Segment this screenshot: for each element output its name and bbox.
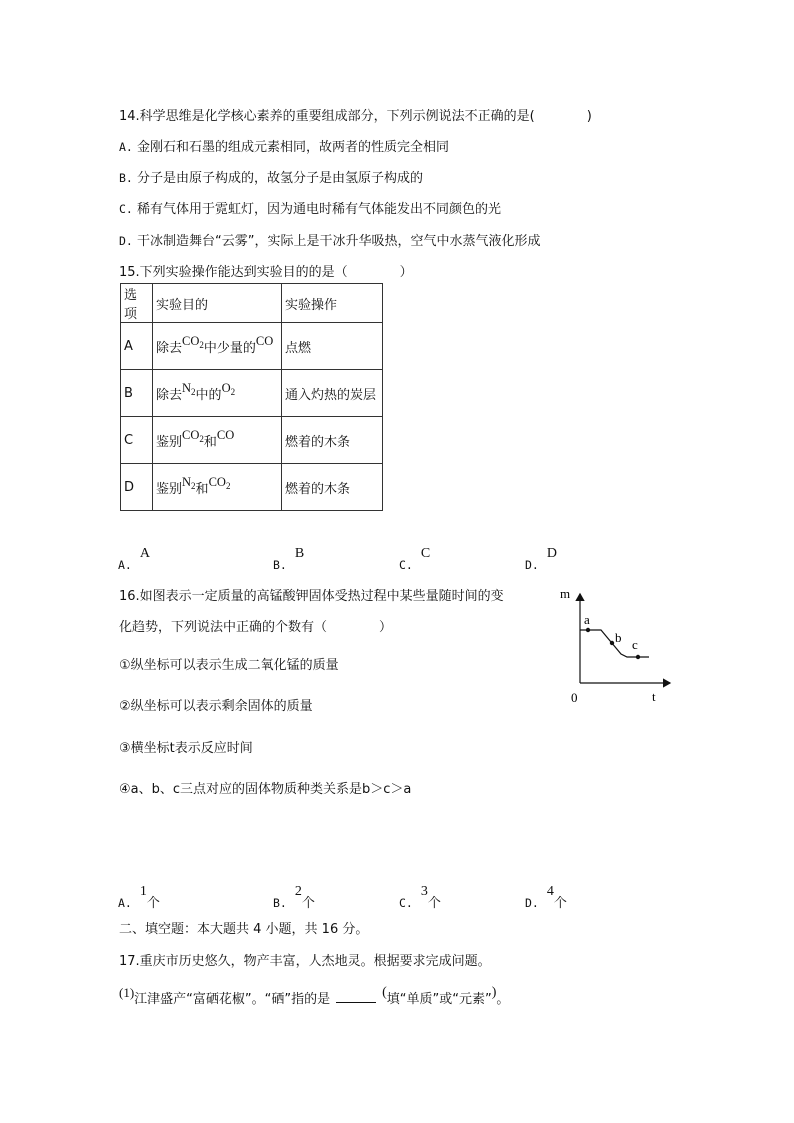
- q14-stem: 14.科学思维是化学核心素养的重要组成部分，下列示例说法不正确的是( ): [119, 109, 592, 124]
- q14-option-a: [119, 136, 449, 155]
- q14-option-d: [119, 230, 540, 249]
- y-axis-label: m: [560, 586, 571, 601]
- row-purpose: [153, 464, 282, 511]
- option-text: 金刚石和石墨的组成元素相同，故两者的性质完全相同: [137, 140, 450, 155]
- row-purpose: [153, 417, 282, 464]
- header-purpose: 实验目的: [153, 284, 282, 323]
- table-row: [121, 417, 383, 464]
- choice-value: 2: [294, 884, 302, 899]
- option-text: 分子是由原子构成的，故氢分子是由氢原子构成的: [137, 171, 424, 186]
- header-option: 选项: [121, 284, 153, 323]
- row-operation: 燃着的木条: [282, 417, 383, 464]
- table-row: [121, 323, 383, 370]
- choice-letter: A.: [118, 896, 132, 910]
- row-operation: 燃着的木条: [282, 464, 383, 511]
- choice-value: A: [139, 546, 150, 561]
- choice-letter: D.: [525, 558, 539, 572]
- q16-choice-b[interactable]: [273, 884, 315, 911]
- choice-unit: 个: [427, 896, 441, 911]
- purpose-verb: 除去: [156, 340, 183, 356]
- q16-mass-time-graph: [550, 580, 690, 710]
- answer-blank[interactable]: [336, 990, 376, 1003]
- purpose-verb: 鉴别: [156, 481, 183, 497]
- q16-statement-2: ②纵坐标可以表示剩余固体的质量: [119, 699, 313, 714]
- chem-formula-2: $O_2$: [221, 380, 236, 397]
- q14-option-c: [119, 198, 501, 217]
- chem-formula-2: CO: [255, 333, 274, 348]
- purpose-verb: 除去: [156, 387, 183, 403]
- option-letter: A.: [119, 140, 133, 154]
- q16-stem-line2: 化趋势，下列说法中正确的个数有（ ）: [119, 620, 393, 635]
- option-letter: B.: [119, 171, 133, 185]
- q15-answer-choices: [118, 546, 718, 580]
- point-c: [636, 655, 640, 659]
- option-letter: C.: [119, 202, 133, 216]
- point-b: [610, 641, 614, 645]
- q15-choice-b[interactable]: [273, 546, 305, 572]
- choice-letter: A.: [118, 558, 132, 572]
- choice-letter: B.: [273, 896, 287, 910]
- hint-text: 填“单质”或“元素”: [386, 992, 492, 1007]
- x-axis-label: t: [652, 689, 656, 704]
- choice-letter: B.: [273, 558, 287, 572]
- chem-formula-1: $CO_2$: [182, 427, 204, 444]
- chem-formula-2: $CO_2$: [208, 474, 231, 491]
- q16-answer-choices: [118, 884, 718, 914]
- option-text: 干冰制造舞台“云雾”，实际上是干冰升华吸热，空气中水蒸气液化形成: [137, 234, 541, 249]
- row-operation: 通入灼热的炭层: [282, 370, 383, 417]
- point-b-label: b: [615, 630, 622, 645]
- paren-open: (: [382, 985, 387, 1000]
- choice-letter: C.: [399, 896, 413, 910]
- q16-choice-a[interactable]: [118, 884, 160, 911]
- q16-statement-4: ④a、b、c三点对应的固体物质种类关系是b＞c＞a: [119, 782, 412, 797]
- choice-unit: 个: [553, 896, 567, 911]
- row-purpose: [153, 323, 282, 370]
- q16-stem-line1: 16.如图表示一定质量的高锰酸钾固体受热过程中某些量随时间的变: [119, 589, 504, 604]
- chem-formula-2: CO: [216, 427, 235, 442]
- choice-value: D: [546, 546, 557, 561]
- q15-experiment-table: [120, 283, 383, 511]
- choice-letter: C.: [399, 558, 413, 572]
- point-a: [586, 628, 590, 632]
- chem-formula-1: $N_2$: [182, 380, 196, 397]
- period: 。: [496, 992, 510, 1007]
- paren-close: ): [491, 985, 497, 1000]
- q15-choice-c[interactable]: [399, 546, 431, 572]
- row-option: D: [121, 464, 153, 511]
- row-option: C: [121, 417, 153, 464]
- q17-stem: 17.重庆市历史悠久，物产丰富，人杰地灵。根据要求完成问题。: [119, 954, 491, 969]
- q17-part1: [119, 985, 510, 1008]
- purpose-middle: 和: [203, 434, 217, 450]
- section-heading: 二、填空题：本大题共 4 小题，共 16 分。: [119, 922, 369, 937]
- q16-statement-1: ①纵坐标可以表示生成二氧化锰的质量: [119, 658, 339, 673]
- table-header-row: [121, 284, 383, 323]
- q15-choice-a[interactable]: [118, 546, 150, 572]
- q15-choice-d[interactable]: [525, 546, 557, 572]
- point-c-label: c: [632, 637, 638, 652]
- row-operation: 点燃: [282, 323, 383, 370]
- purpose-middle: 和: [195, 481, 209, 497]
- table-row: [121, 370, 383, 417]
- q14-option-b: [119, 167, 423, 186]
- choice-unit: 个: [301, 896, 315, 911]
- choice-value: 1: [139, 884, 147, 899]
- option-text: 稀有气体用于霓虹灯，因为通电时稀有气体能发出不同颜色的光: [137, 202, 502, 217]
- purpose-verb: 鉴别: [156, 434, 183, 450]
- part-text: 江津盛产“富硒花椒”。“硒”指的是: [134, 992, 331, 1007]
- chem-formula-1: $N_2$: [182, 474, 196, 491]
- part-number: (1): [119, 985, 135, 1000]
- q16-choice-d[interactable]: [525, 884, 567, 911]
- choice-value: B: [294, 546, 305, 561]
- choice-value: 4: [546, 884, 554, 899]
- choice-value: 3: [420, 884, 428, 899]
- q16-choice-c[interactable]: [399, 884, 441, 911]
- point-a-label: a: [584, 612, 590, 627]
- choice-value: C: [420, 546, 431, 561]
- choice-letter: D.: [525, 896, 539, 910]
- choice-unit: 个: [146, 896, 160, 911]
- purpose-middle: 中少量的: [203, 340, 256, 356]
- row-option: A: [121, 323, 153, 370]
- origin-label: 0: [571, 690, 578, 705]
- header-operation: 实验操作: [282, 284, 383, 323]
- row-purpose: [153, 370, 282, 417]
- option-letter: D.: [119, 234, 133, 248]
- chem-formula-1: $CO_2$: [182, 333, 204, 350]
- q16-statement-3: ③横坐标t表示反应时间: [119, 741, 253, 756]
- table-row: [121, 464, 383, 511]
- row-option: B: [121, 370, 153, 417]
- purpose-middle: 中的: [195, 387, 222, 403]
- q15-stem: 15.下列实验操作能达到实验目的的是（ ）: [119, 265, 413, 280]
